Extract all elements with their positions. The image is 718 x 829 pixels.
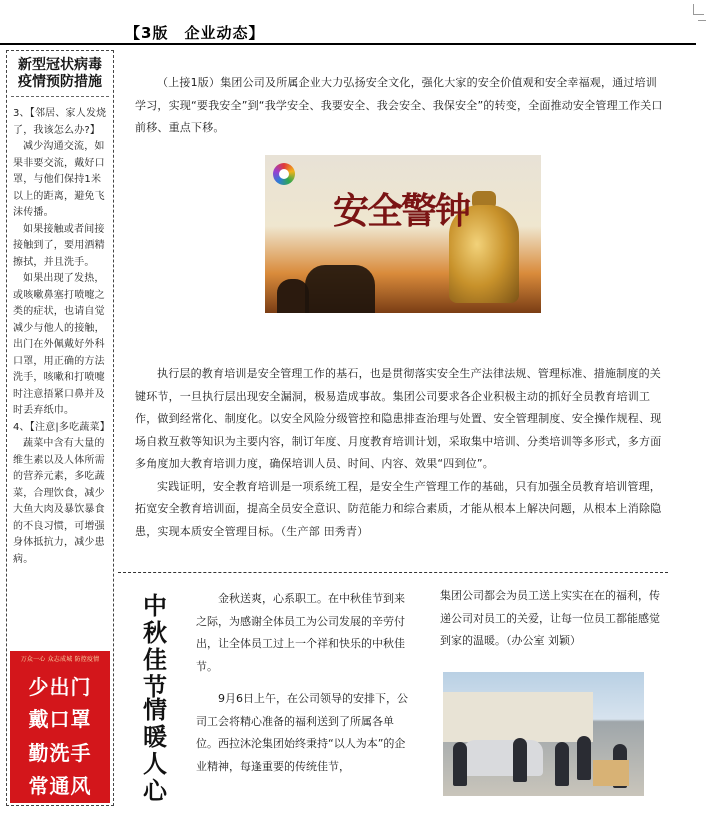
sidebar-title-line-1: 新型冠状病毒 — [18, 57, 102, 73]
photo-person — [555, 742, 569, 786]
article-body — [135, 363, 663, 543]
sidebar-paragraph: 蔬菜中含有大量的维生素以及人体所需的营养元素，多吃蔬菜，合理饮食，减少大鱼大肉及暴饮暴食的不良习惯，可增强身体抵抗力，减少患病。 — [13, 438, 105, 565]
sidebar-box — [6, 50, 114, 806]
sidebar-title — [7, 57, 113, 91]
photo-person — [513, 738, 527, 782]
page-header — [125, 22, 264, 44]
sidebar-divider — [11, 96, 109, 97]
poster-line-4: 常通风 — [28, 774, 92, 798]
header-close-bracket: 】 — [248, 24, 265, 42]
photo-person — [453, 742, 467, 786]
poster-line-1: 少出门 — [28, 675, 92, 699]
vertical-title-char: 佳 — [143, 645, 167, 674]
safety-alarm-poster-image — [265, 155, 541, 313]
vertical-title-2 — [135, 696, 175, 804]
sidebar-body — [13, 106, 111, 568]
article-paragraph: （上接1版）集团公司及所属企业大力弘扬安全文化，强化大家的安全价值观和安全幸福观，通过培训学习，实现“要我安全”到“我学安全、我要安全、我会安全、我保安全”的转变，全面推动安全管理工作关口前移、重点下移。 — [135, 76, 663, 134]
article-intro — [135, 72, 663, 140]
sidebar-paragraph: 3、【邻居、家人发烧了，我该怎么办?】 — [13, 108, 107, 136]
festival-article-column-2 — [440, 585, 662, 653]
sidebar-paragraph: 减少沟通交流，如果非要交流，戴好口罩，与他们保持1米以上的距离，避免飞沫传播。 — [13, 141, 105, 218]
vertical-title-char: 人 — [143, 749, 167, 778]
welfare-distribution-photo — [443, 672, 644, 796]
corner-crop-mark — [693, 4, 704, 15]
vertical-title-char: 秋 — [143, 618, 167, 647]
vertical-title-char: 暖 — [143, 722, 167, 751]
photo-car — [463, 740, 543, 776]
article-paragraph: 9月6日上午，在公司领导的安排下，公司工会将精心准备的福利送到了所属各单位。西拉沐沦集团始终秉持“以人为本”的企业精神，每逢重要的传统佳节， — [196, 692, 408, 773]
poster-slogan-top: 万众一心 众志成城 防控疫情 — [20, 656, 100, 663]
article-paragraph: 执行层的教育培训是安全管理工作的基石，也是贯彻落实安全生产法律法规、管理标准、措施制度的关键环节，一旦执行层出现安全漏洞，极易造成事故。集团公司要求各企业积极主动的抓好全员教育培训工作，做到经常化、制度化。以安全风险分级管控和隐患排查治理与处置、安全管理制度、安全操作规程、现场自救互救等知识为主要内容，制订年度、月度教育培训计划，采取集中培训、分类培训等多形式，多方面多角度加大教育培训力度，确保培训人员、时间、内容、效果“四到位”。 — [135, 367, 662, 470]
vertical-title-char: 节 — [143, 672, 167, 701]
article-paragraph: 金秋送爽，心系职工。在中秋佳节到来之际，为感谢全体员工为公司发展的辛劳付出，让全体员工过上一个祥和快乐的中秋佳节。 — [196, 592, 405, 673]
photo-person — [577, 736, 591, 780]
poster-line-2: 戴口罩 — [28, 707, 92, 731]
vertical-title-char: 情 — [143, 695, 167, 724]
header-rule — [0, 43, 696, 45]
sidebar-paragraph: 如果出现了发热，或咳嗽鼻塞打喷嚏之类的症状，也请自觉减少与他人的接触，出门在外佩戴好外科口罩，用正确的方法洗手，咳嗽和打喷嚏时注意捂紧口鼻并及时丢弃纸巾。 — [13, 273, 105, 416]
photo-building — [443, 692, 593, 742]
article-paragraph: 实践证明，安全教育培训是一项系统工程，是安全生产管理工作的基础，只有加强全员教育培训管理，拓宽安全教育培训面，提高全员安全意识、防范能力和综合素质，才能从根本上解决问题，从根本上消除隐患，实现本质安全管理目标。（生产部 田秀青） — [135, 479, 662, 538]
corner-crop-mark-2 — [698, 20, 706, 29]
prevention-poster — [10, 651, 110, 803]
poster-logo-center — [279, 169, 289, 179]
poster-line-3: 勤洗手 — [28, 741, 92, 765]
worker-silhouette — [305, 265, 375, 313]
poster-headline: 安全警钟 — [333, 190, 470, 232]
sidebar-title-line-2: 疫情预防措施 — [18, 74, 102, 90]
vertical-title-1 — [135, 592, 175, 700]
vertical-title-char: 心 — [143, 776, 167, 805]
header-label: 3版 企业动态 — [141, 24, 249, 42]
section-divider — [118, 572, 668, 573]
photo-gift-boxes — [593, 760, 629, 786]
sidebar-paragraph: 4、【注意|多吃蔬菜】 — [13, 421, 110, 433]
header-open-bracket: 【 — [125, 24, 142, 42]
article-paragraph: 集团公司都会为员工送上实实在在的福利，传递公司对员工的关爱，让每一位员工都能感觉到家的温暖。（办公室 刘颖） — [440, 589, 660, 647]
festival-article-column-1 — [196, 588, 410, 778]
vertical-title-char: 中 — [143, 591, 167, 620]
sidebar-paragraph: 如果接触或者间接接触到了，要用酒精擦拭，并且洗手。 — [13, 223, 105, 268]
